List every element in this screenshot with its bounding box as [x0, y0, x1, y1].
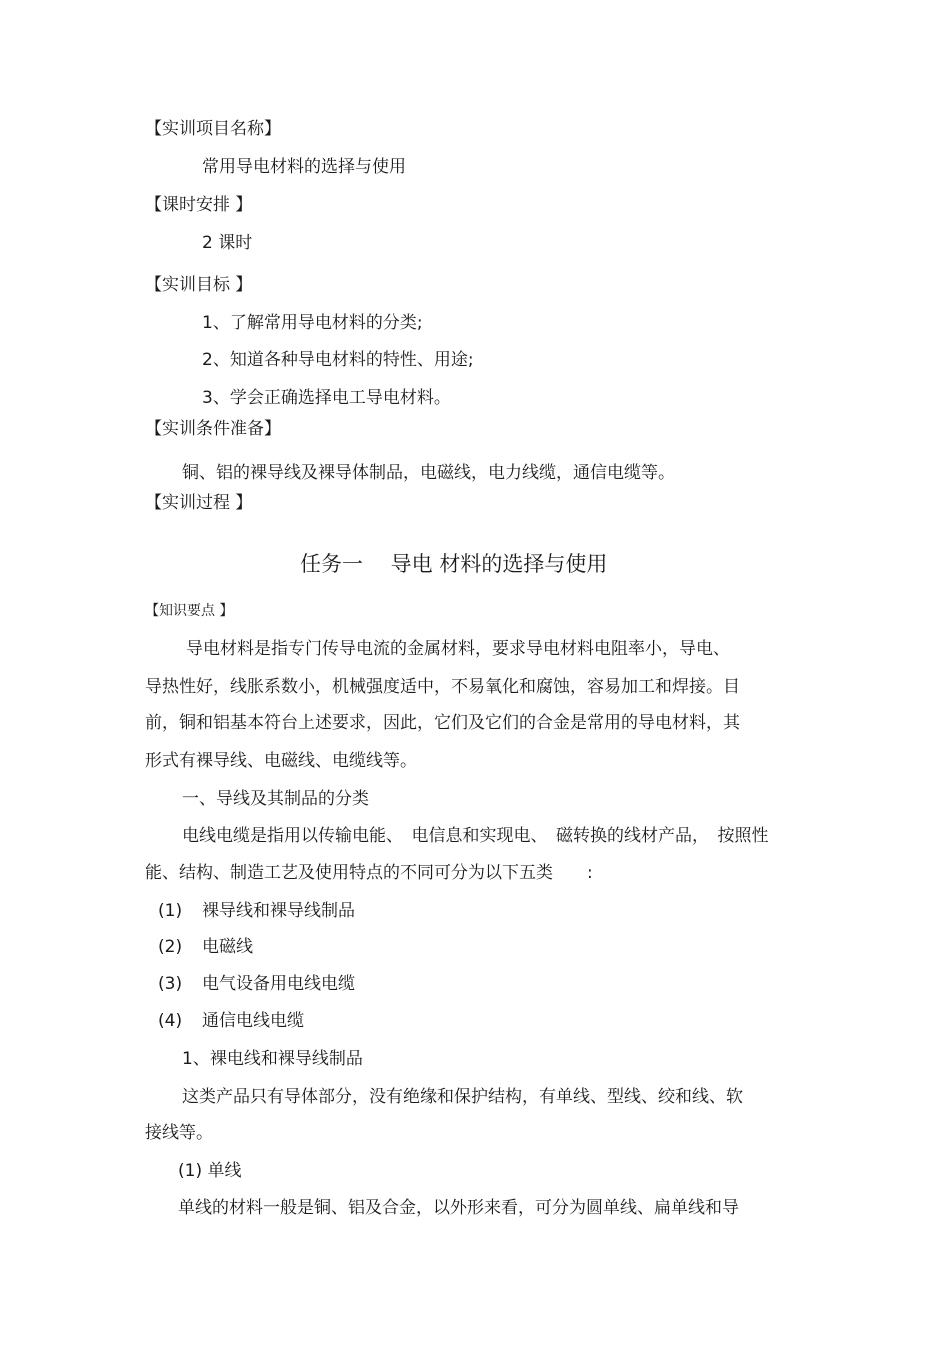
project-name: 常用导电材料的选择与使用 — [202, 157, 406, 177]
paragraph-line: 前，铜和铝基本符台上述要求，因此，它们及它们的合金是常用的导电材料，其 — [145, 713, 740, 733]
category-number: (3) — [158, 974, 183, 994]
paragraph-line: 导热性好，线胀系数小，机械强度适中，不易氧化和腐蚀，容易加工和焊接。目 — [145, 677, 740, 697]
category-text: 电磁线 — [202, 937, 253, 957]
paragraph-line: 这类产品只有导体部分，没有绝缘和保护结构，有单线、型线、绞和线、软 — [182, 1087, 743, 1107]
category-item — [158, 973, 355, 995]
conditions-heading: 【实训条件准备】 — [145, 419, 281, 439]
goal-item: 2、知道各种导电材料的特性、用途; — [202, 350, 474, 370]
paragraph-line: 形式有裸导线、电磁线、电缆线等。 — [145, 751, 417, 771]
category-item — [158, 900, 355, 922]
paragraph-line: 能、结构、制造工艺及使用特点的不同可分为以下五类 : — [145, 863, 593, 883]
category-text: 电气设备用电线电缆 — [202, 974, 355, 994]
category-text: 通信电线电缆 — [202, 1011, 304, 1031]
goals-heading: 【实训目标 】 — [145, 275, 253, 295]
category-number: (4) — [158, 1011, 183, 1031]
knowledge-heading: 【知识要点 】 — [145, 603, 234, 619]
paragraph-line: 电线电缆是指用以传输电能、 电信息和实现电、 磁转换的线材产品， 按照性 — [182, 826, 769, 846]
paragraph-line: 导电材料是指专门传导电流的金属材料，要求导电材料电阻率小，导电、 — [186, 639, 730, 659]
category-text: 裸导线和裸导线制品 — [202, 901, 355, 921]
category-number: (2) — [158, 937, 183, 957]
goal-item: 3、学会正确选择电工导电材料。 — [202, 388, 451, 408]
category-number: (1) — [158, 901, 183, 921]
task-title: 任务一 导电 材料的选择与使用 — [300, 552, 608, 576]
section1-heading: 一、导线及其制品的分类 — [182, 789, 369, 809]
single-heading: (1) 单线 — [178, 1161, 242, 1181]
process-heading: 【实训过程 】 — [145, 493, 253, 513]
hours-heading: 【课时安排 】 — [145, 195, 253, 215]
goal-item: 1、了解常用导电材料的分类; — [202, 313, 423, 333]
category-item — [158, 1010, 304, 1032]
category-item — [158, 936, 253, 958]
conditions-text: 铜、铝的裸导线及裸导体制品，电磁线，电力线缆，通信电缆等。 — [182, 463, 675, 483]
project-heading: 【实训项目名称】 — [145, 119, 281, 139]
hours-value: 2 课时 — [202, 233, 253, 253]
paragraph-line: 单线的材料一般是铜、铝及合金，以外形来看，可分为圆单线、扁单线和导 — [178, 1198, 739, 1218]
paragraph-line: 接线等。 — [145, 1123, 213, 1143]
subsection1-heading: 1、裸电线和裸导线制品 — [182, 1049, 363, 1069]
